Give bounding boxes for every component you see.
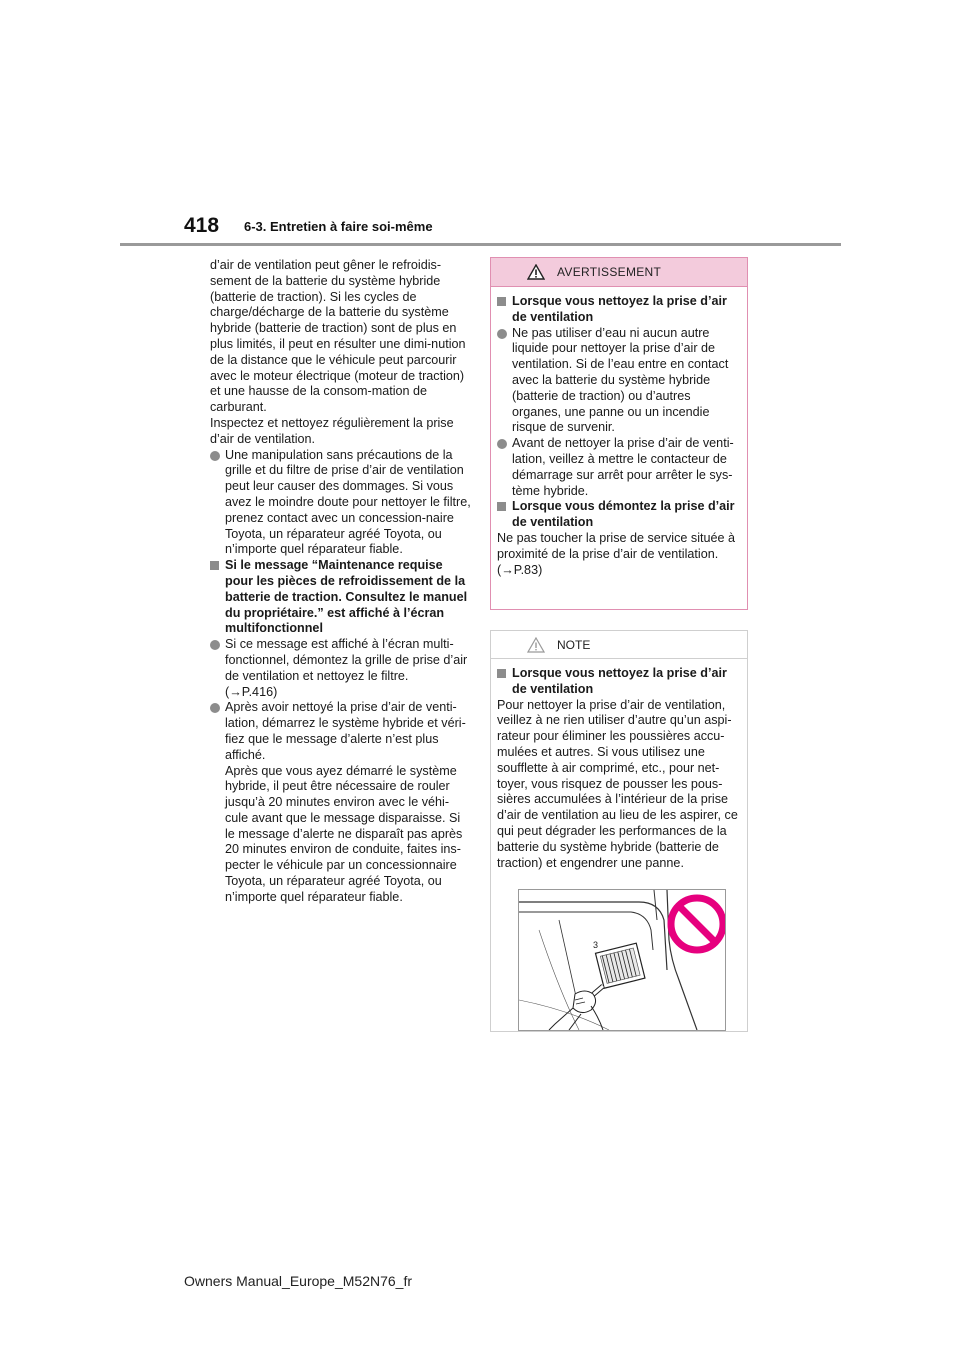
intro-text: d’air de ventilation peut gêner le refroidis-sement de la batterie du système hybride (batterie de traction). Si les cycles de charge/décharge de la batterie du système hybride (batterie de traction) sont de plus en plus limités, il peut en résulter une dimi-nution de la distance que le véhicule peut parcourir avec le moteur électrique (moteur de traction) et une hausse de la consom-mation de carburant. bbox=[210, 258, 466, 415]
note-paragraph: Pour nettoyer la prise d’air de ventilation, veillez à ne rien utiliser d’autre qu’un aspi-rateur pour éliminer les poussières accu-mulées et autres. Si vous utilisez une soufflette à air comprimé, etc., pour net-toyer, vous risquez de pousser les pous-sières accumulées à l’intérieur de la prise d’air de ventilation au lieu de les aspirer, ce qui peut dégrader les performances de la batterie du système hybride (batterie de traction) et engendrer une panne. bbox=[497, 697, 738, 870]
heading-maintenance-message: Si le message “Maintenance requise pour les pièces de refroidissement de la batterie de traction. Consultez le manuel du propriétaire.” est affiché à l’écran multifonctionnel bbox=[210, 558, 472, 637]
warning-box bbox=[490, 257, 748, 610]
bullet-after-text-b: Après que vous ayez démarré le système hybride, il peut être nécessaire de rouler jusqu’à 20 minutes environ avec le véhi-cule avant que le message disparaisse. Si le message d’alerte ne disparaît pas après 20 minutes environ de conduite, faites ins-pecter le véhicule par un concessionnaire Toyota, un réparateur agréé Toyota, ou n’importe quel réparateur fiable. bbox=[225, 763, 463, 904]
bullet-after-text-a: Après avoir nettoyé la prise d’air de venti-lation, démarrez le système hybride et véri-fiez que le message d’alerte n’est plus affiché. bbox=[225, 700, 466, 762]
warning-header bbox=[491, 258, 747, 287]
prohibited-icon bbox=[671, 898, 723, 950]
warning-triangle-icon bbox=[527, 264, 545, 280]
note-body bbox=[491, 659, 747, 871]
warning-bullet-switch-off: Avant de nettoyer la prise d’air de venti-lation, veillez à mettre le contacteur de démarrage sur arrêt pour arrêter le sys-tème hybride. bbox=[497, 436, 741, 499]
intro-paragraph bbox=[210, 258, 472, 448]
note-header bbox=[491, 631, 747, 659]
warning-bullet-no-water: Ne pas utiliser d’eau ni aucun autre liquide pour nettoyer la prise d’air de ventilation. Si de l’eau entre en contact avec la batterie du système hybride (batterie de traction) ou d’autres organes, une panne ou un incendie risque de survenir. bbox=[497, 326, 741, 437]
warning-heading-removal: Lorsque vous démontez la prise d’air de ventilation bbox=[497, 499, 741, 531]
bullet-message-text: Si ce message est affiché à l’écran multi-fonctionnel, démontez la grille de prise d’air de ventilation et nettoyez le filtre. bbox=[225, 637, 468, 683]
warning-service-text: Ne pas toucher la prise de service située à proximité de la prise d’air de ventilation. bbox=[497, 530, 736, 561]
warning-body bbox=[491, 287, 747, 578]
bullet-message-displayed bbox=[210, 637, 472, 700]
warning-heading-cleaning: Lorsque vous nettoyez la prise d’air de ventilation bbox=[497, 294, 741, 326]
page-number: 418 bbox=[184, 214, 220, 237]
intro-text-2: Inspectez et nettoyez régulièrement la prise d’air de ventilation. bbox=[210, 415, 454, 446]
bullet-handling: Une manipulation sans précautions de la grille et du filtre de prise d’air de ventilation peut leur causer des dommages. Si vous avez le moindre doute pour nettoyer le filtre, prenez contact avec un concession-naire Toyota, un réparateur agréé Toyota, ou n’importe quel réparateur fiable. bbox=[210, 448, 472, 559]
illustration-callout: 3 bbox=[593, 940, 599, 950]
illustration-cleaning-vent bbox=[518, 889, 726, 1031]
note-title: NOTE bbox=[557, 638, 591, 652]
page-ref-83: (→P.83) bbox=[497, 562, 543, 577]
caution-triangle-icon bbox=[527, 637, 545, 653]
bullet-after-cleaning bbox=[210, 700, 472, 905]
page-ref-416: (→P.416) bbox=[225, 684, 278, 699]
warning-service-plug-text bbox=[497, 531, 741, 578]
footer-manual-id: Owners Manual_Europe_M52N76_fr bbox=[184, 1273, 413, 1289]
illustration-drawing bbox=[519, 890, 725, 1030]
header-rule bbox=[120, 243, 841, 246]
note-box bbox=[490, 630, 748, 1032]
section-title: 6-3. Entretien à faire soi-même bbox=[244, 219, 433, 234]
left-column bbox=[210, 258, 472, 906]
note-heading-cleaning: Lorsque vous nettoyez la prise d’air de ventilation bbox=[497, 666, 741, 698]
warning-title: AVERTISSEMENT bbox=[557, 265, 662, 279]
